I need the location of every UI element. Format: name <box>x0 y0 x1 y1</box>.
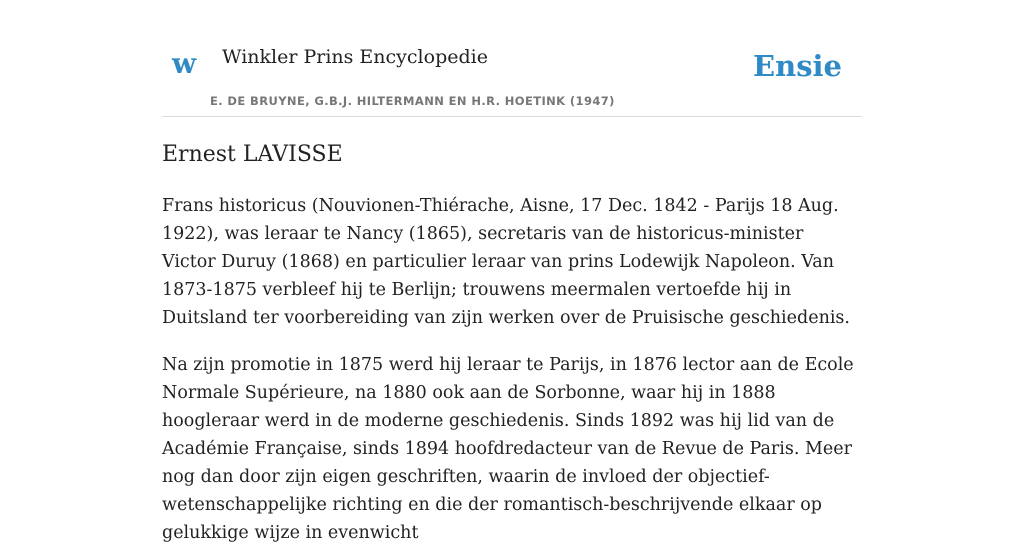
encyclopedia-logo[interactable]: w <box>172 47 197 80</box>
article-paragraph-1: Frans historicus (Nouvionen-Thiérache, Aisne, 17 Dec. 1842 - Parijs 18 Aug. 1922), was leraar te Nancy (1865), secretaris van de historicus-minister Victor Duruy (1868) en particulier leraar van prins Lodewijk Napoleon. Van 1873-1875 verbleef hij te Berlijn; trouwens meermalen vertoefde hij in Duitsland ter voorbereiding van zijn werken over de Pruisische geschiedenis. <box>162 196 850 328</box>
article <box>162 140 862 547</box>
encyclopedia-title[interactable]: Winkler Prins Encyclopedie <box>222 46 488 68</box>
article-paragraph-2: Na zijn promotie in 1875 werd hij leraar te Parijs, in 1876 lector aan de Ecole Normale Supérieure, na 1880 ook aan de Sorbonne, waar hij in 1888 hoogleraar werd in de moderne geschiedenis. Sinds 1892 was hij lid van de Académie Française, sinds 1894 hoofdredacteur van de Revue de Paris. Meer nog dan door zijn eigen geschriften, waarin de invloed der objectief-wetenschappelijke richting en die der romantisch-beschrijvende elkaar op gelukkige wijze in evenwicht <box>162 355 854 543</box>
encyclopedia-authors: E. DE BRUYNE, G.B.J. HILTERMANN EN H.R. HOETINK (1947) <box>210 94 615 108</box>
header <box>162 0 862 117</box>
article-title: Ernest LAVISSE <box>162 142 343 167</box>
ensie-logo[interactable]: Ensie <box>753 49 842 83</box>
